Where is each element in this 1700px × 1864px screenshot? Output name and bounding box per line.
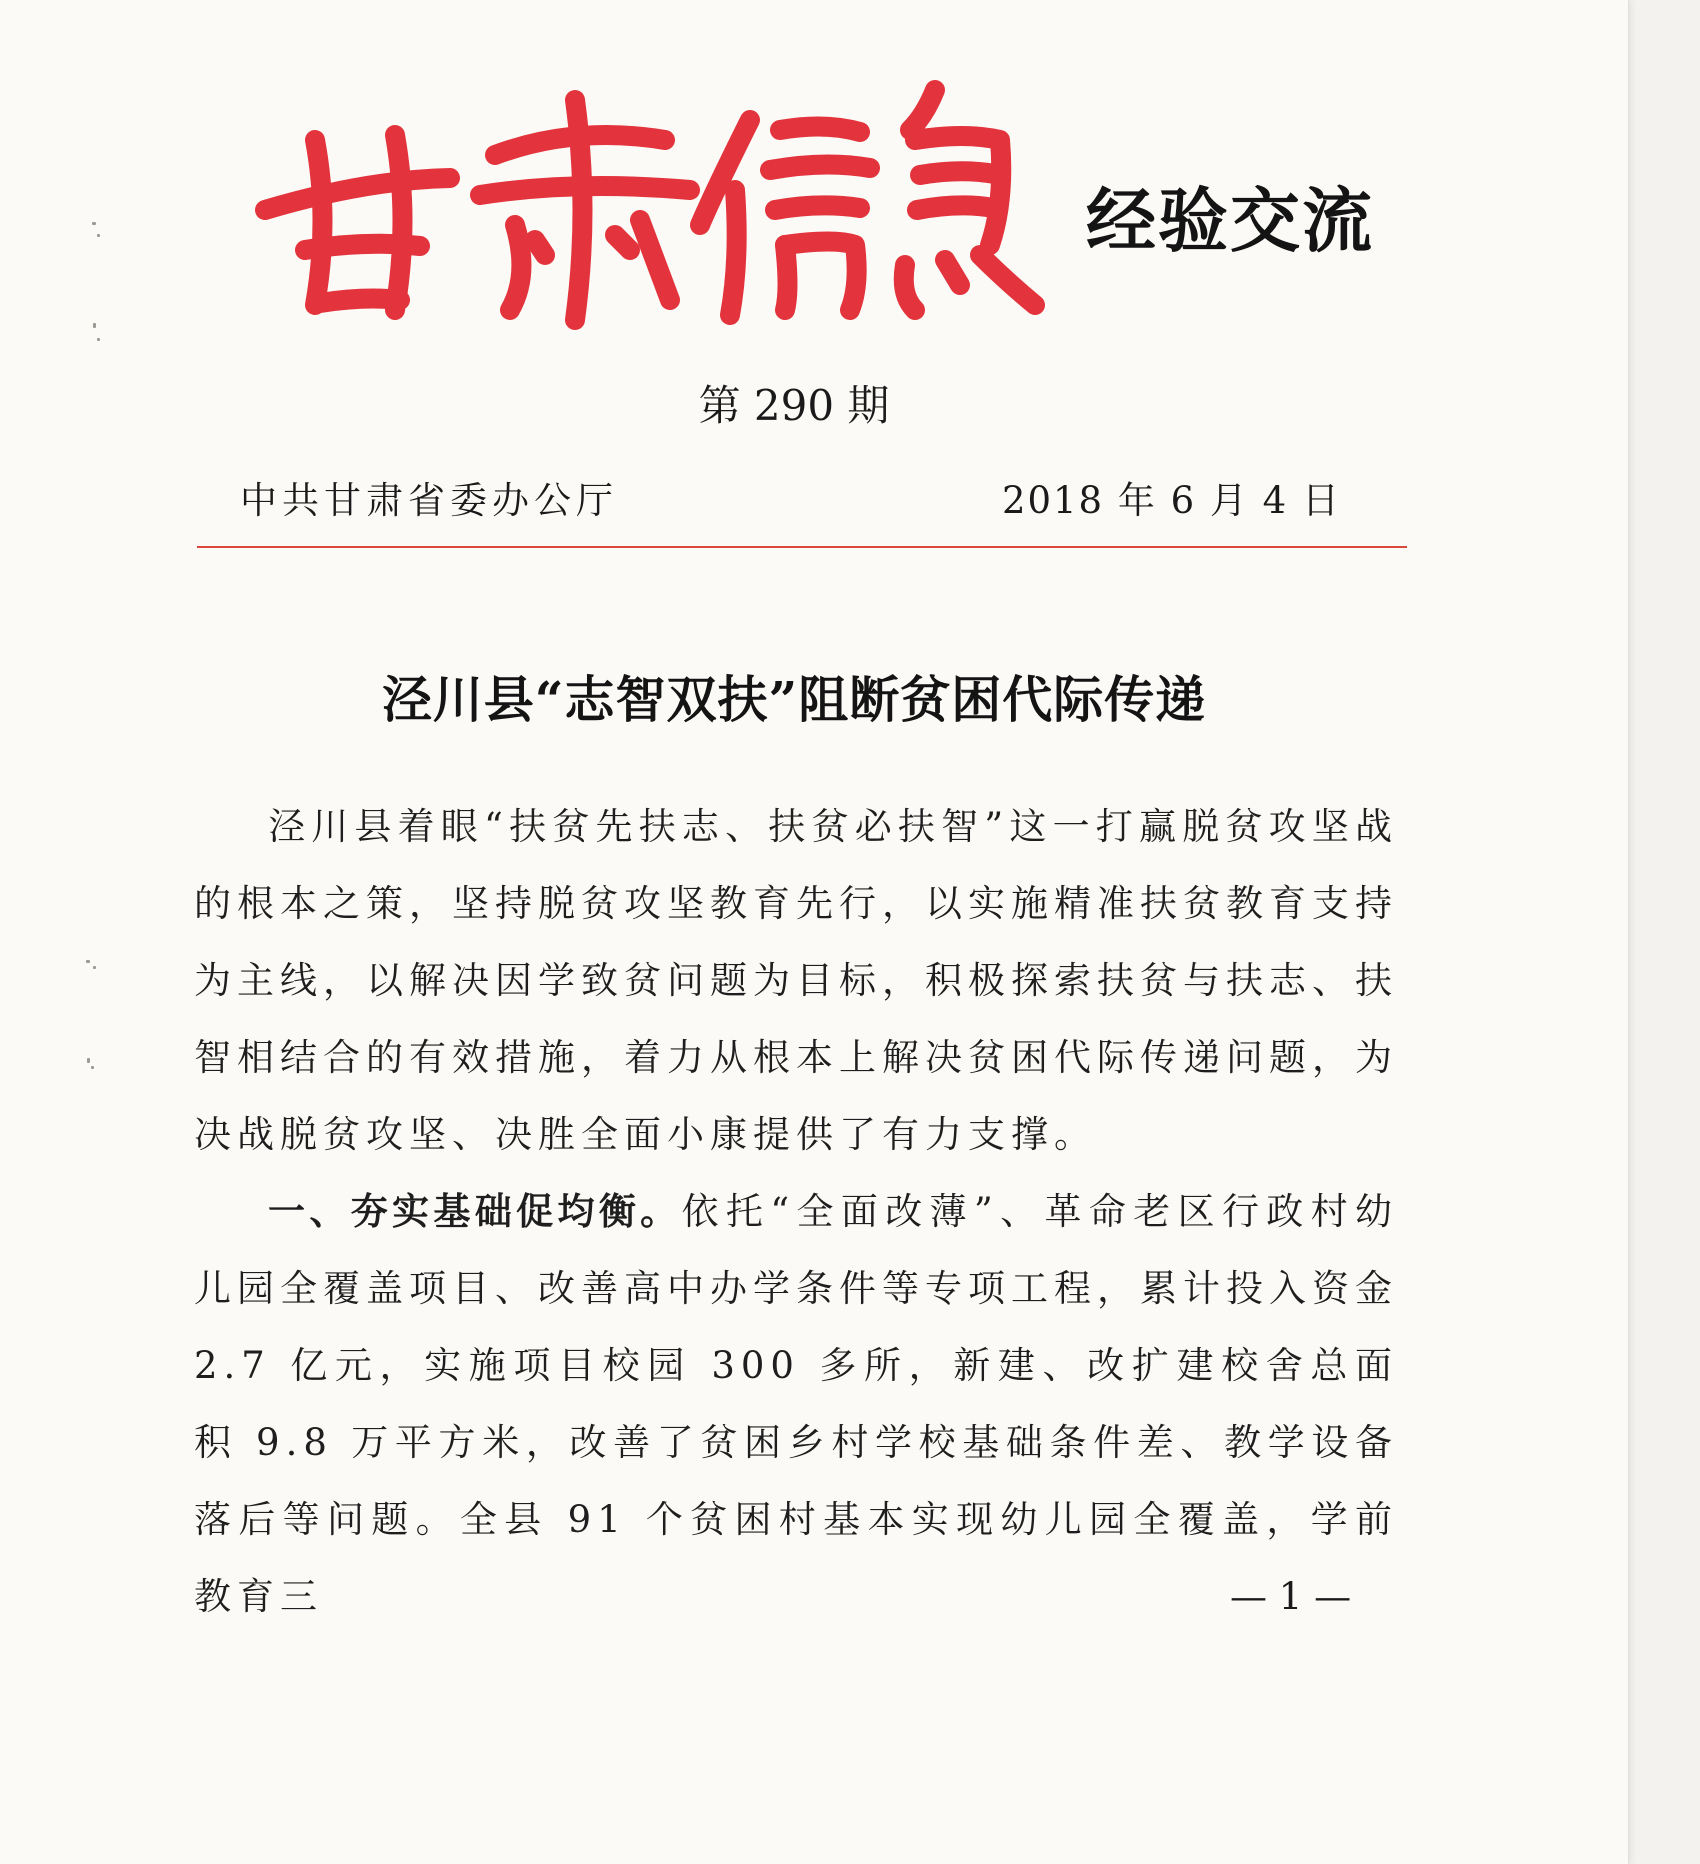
body-paragraph: [194, 1173, 1398, 1635]
scan-speck: [87, 1058, 90, 1063]
column-name: 经验交流: [1086, 180, 1374, 262]
scan-speck: [86, 960, 90, 963]
scan-speck: [93, 966, 96, 969]
masthead-logo: [245, 60, 1045, 330]
red-divider-rule: [197, 546, 1407, 548]
scan-speck: [91, 1066, 94, 1069]
scan-speck: [97, 234, 100, 237]
issue-date: 2018 年 6 月 4 日: [1001, 479, 1341, 522]
scan-speck: [97, 338, 100, 341]
paragraph-lead: 一、夯实基础促均衡。: [268, 1190, 682, 1233]
scan-speck: [93, 323, 96, 328]
body-paragraph: [194, 788, 1398, 1173]
page-number: — 1 —: [1230, 1575, 1352, 1618]
issue-number: 第 290 期: [698, 381, 890, 430]
paragraph-text: 依托“全面改薄”、革命老区行政村幼儿园全覆盖项目、改善高中办学条件等专项工程，累计投入资金 2.7 亿元，实施项目校园 300 多所，新建、改扩建校舍总面积 9.8 万平方米，改善了贫困乡村学校基础条件差、教学设备落后等问题。全县 91 个贫困村基本实现幼儿园全覆盖，学前教育三: [194, 1190, 1398, 1618]
article-title: 泾川县“志智双扶”阻断贫困代际传递: [381, 670, 1207, 729]
issuer-name: 中共甘肃省委办公厅: [240, 479, 618, 522]
article-body: [194, 788, 1398, 1635]
masthead-calligraphy-logo: [245, 60, 1045, 330]
paragraph-text: 泾川县着眼“扶贫先扶志、扶贫必扶智”这一打赢脱贫攻坚战的根本之策，坚持脱贫攻坚教育先行，以实施精准扶贫教育支持为主线，以解决因学致贫问题为目标，积极探索扶贫与扶志、扶智相结合的有效措施，着力从根本上解决贫困代际传递问题，为决战脱贫攻坚、决胜全面小康提供了有力支撑。: [194, 805, 1398, 1156]
scan-speck: [92, 222, 96, 225]
